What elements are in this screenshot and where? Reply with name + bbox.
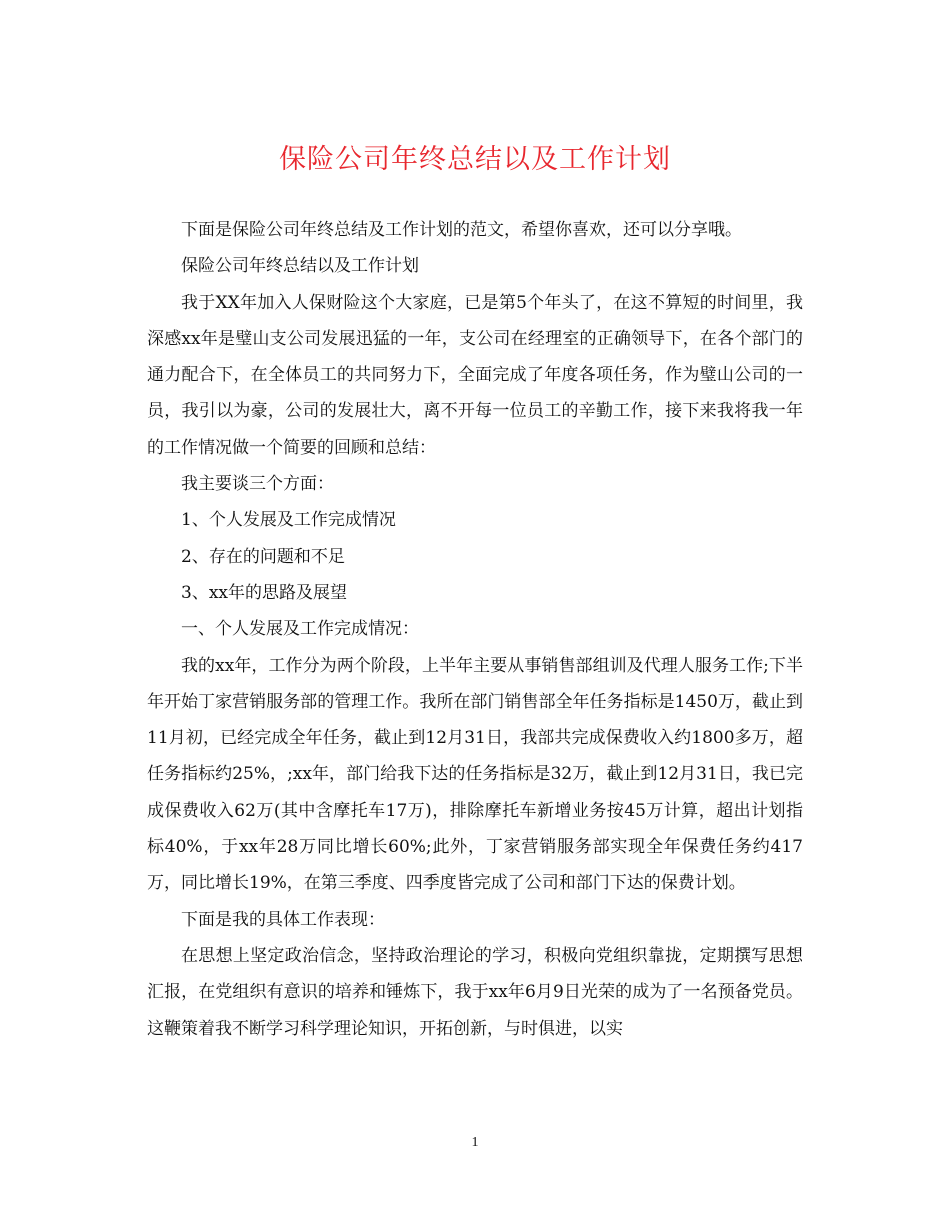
paragraph-subtitle: 保险公司年终总结以及工作计划 bbox=[181, 256, 419, 277]
document-body bbox=[147, 212, 803, 1047]
paragraph-three-aspects: 我主要谈三个方面： bbox=[181, 474, 334, 495]
list-item-3: 3、xx年的思路及展望 bbox=[181, 582, 347, 603]
page-number: 1 bbox=[471, 1135, 479, 1150]
list-item-1: 1、个人发展及工作完成情况 bbox=[181, 510, 396, 531]
list-item-2: 2、存在的问题和不足 bbox=[181, 546, 345, 567]
paragraph-work-intro: 下面是我的具体工作表现： bbox=[181, 909, 385, 930]
paragraph-performance: 我的xx年，工作分为两个阶段，上半年主要从事销售部组训及代理人服务工作;下半年开始丁家营销服务部的管理工作。我所在部门销售部全年任务指标是1450万，截止到11月初，已经完成全年任务，截止到12月31日，我部共完成保费收入约1800多万，超任务指标约25%，;xx年，部门给我下达的任务指标是32万，截止到12月31日，我已完成保费收入62万(其中含摩托车17万)，排除摩托车新增业务按45万计算，超出计划指标40%，于xx年28万同比增长60%;此外，丁家营销服务部实现全年保费任务约417万，同比增长19%，在第三季度、四季度皆完成了公司和部门下达的保费计划。 bbox=[147, 655, 803, 894]
paragraph-political: 在思想上坚定政治信念，坚持政治理论的学习，积极向党组织靠拢，定期撰写思想汇报，在党组织有意识的培养和锤炼下，我于xx年6月9日光荣的成为了一名预备党员。这鞭策着我不断学习科学理论知识，开拓创新，与时俱进，以实 bbox=[147, 945, 803, 1039]
paragraph-opening: 我于XX年加入人保财险这个大家庭，已是第5个年头了，在这不算短的时间里，我深感xx年是璧山支公司发展迅猛的一年，支公司在经理室的正确领导下，在各个部门的通力配合下，在全体员工的共同努力下，全面完成了年度各项任务，作为璧山公司的一员，我引以为豪，公司的发展壮大，离不开每一位员工的辛勤工作，接下来我将我一年的工作情况做一个简要的回顾和总结： bbox=[147, 292, 803, 458]
document-title: 保险公司年终总结以及工作计划 bbox=[279, 144, 671, 175]
section-heading-1: 一、个人发展及工作完成情况： bbox=[181, 619, 419, 640]
paragraph-intro: 下面是保险公司年终总结及工作计划的范文，希望你喜欢，还可以分享哦。 bbox=[181, 220, 742, 240]
